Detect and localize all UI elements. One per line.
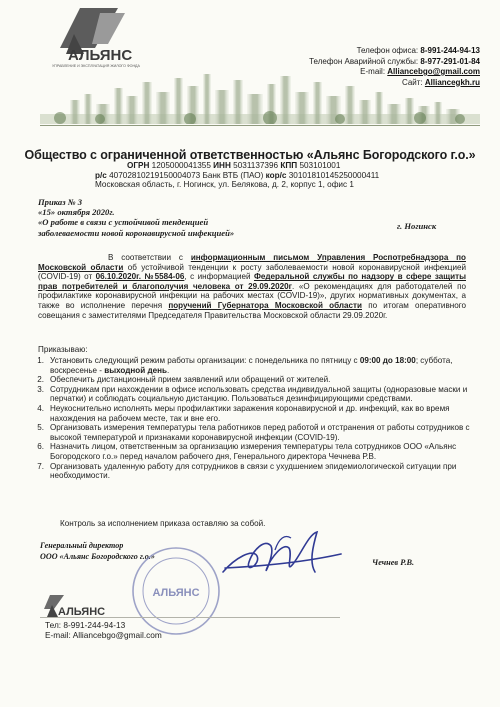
- email-line: E-mail: Alliancebgo@gmail.com: [360, 67, 480, 76]
- organization-title: Общество с ограниченной ответственностью «Альянс Богородского г.о.»: [24, 148, 476, 162]
- handwritten-signature: [205, 528, 345, 588]
- city-skyline-image: [40, 74, 480, 124]
- header-divider: [40, 125, 480, 126]
- footer-phone: Тел: 8-991-244-94-13: [45, 620, 126, 630]
- company-logo: [40, 8, 190, 68]
- list-item: 2. Обеспечить дистанционный прием заявлений или обращений от жителей.: [37, 375, 331, 385]
- order-preamble: В соответствии с информационным письмом Управления Роспотребнадзора по Московской области об устойчивой тенденции к росту заболеваемости новой коронавирусной инфекцией (COVID-19) от 06.10.2020г. №5584-06, с информацией Федеральной службы по надзору в сфере защиты прав потребителей и благополучия человека от 29.09.2020г. «О рекомендациях для работодателей по профилактике коронавирусной инфекции на рабочих местах (COVID-19)», других нормативных документах, а также во исполнение перечня поручений Губернатора Московской области по итогам оперативного совещания с заместителями Председателя Правительства Московской области 29.09.2020г.: [38, 253, 467, 320]
- organization-requisites: ОГРН 1205000041355 ИНН 5031137396 КПП 503101001 р/с 40702810219150004073 Банк ВТБ (ПАО) кор/с 30101810145250000411 Московская область, г. Ногинск, ул. Белякова, д. 2, корпус 1, офис 1: [95, 161, 380, 190]
- logo-name: АЛЬЯНС: [68, 47, 133, 64]
- order-subject-1: «О работе в связи с устойчивой тенденцией: [38, 217, 209, 228]
- site-line: Сайт: Alliancegkh.ru: [401, 77, 480, 87]
- signatory-name: Чечнев Р.В.: [372, 558, 415, 567]
- footer-logo-name: АЛЬЯНС: [58, 606, 106, 617]
- order-subject-2: заболеваемости новой коронавирусной инфекцией»: [38, 227, 235, 238]
- email-link[interactable]: Alliancebgo@gmail.com: [387, 67, 480, 76]
- list-item: 7. Организовать удаленную работу для сотрудников в связи с ухудшением эпидемиологической ситуации при необходимости.: [37, 461, 457, 481]
- stamp-text: АЛЬЯНС: [152, 587, 200, 599]
- list-item: 1. Установить следующий режим работы организации: с понедельника по пятницу с 09:00 до 18:00; суббота, воскресенье - выходной день.: [37, 356, 453, 375]
- order-city: г. Ногинск: [397, 221, 437, 231]
- orders-list: [22, 356, 470, 481]
- list-item: 6. Назначить лицом, ответственным за организацию измерения температуры тела сотрудников ООО «Альянс Богородского г.о.» перед началом рабочего дня, Генерального директора Чечнева Р.В.: [37, 442, 457, 461]
- order-number: Приказ № 3: [38, 197, 83, 207]
- footer-contacts: [45, 620, 162, 640]
- office-phone-line: Телефон офиса: 8-991-244-94-13: [356, 46, 480, 55]
- site-link[interactable]: Alliancegkh.ru: [424, 77, 480, 87]
- orders-intro: Приказываю:: [38, 345, 88, 354]
- footer-email: E-mail: Alliancebgo@gmail.com: [45, 630, 162, 640]
- list-item: 3. Сотрудникам при нахождении в офисе использовать средства индивидуальной защиты (одноразовые маски и перчатки) и соблюдать социальную дистанцию. Пользоваться дезинфицирующими средствами.: [37, 384, 468, 404]
- logo-tagline: УПРАВЛЕНИЕ И ЭКСПЛУАТАЦИЯ ЖИЛОГО ФОНДА: [52, 64, 140, 68]
- footer-divider: [40, 617, 340, 618]
- signatory-role: Генеральный директор ООО «Альянс Богородского г.о.»: [40, 541, 155, 561]
- footer-email-link[interactable]: Alliancebgo@gmail.com: [72, 630, 162, 640]
- control-statement: Контроль за исполнением приказа оставляю за собой.: [60, 519, 266, 528]
- footer-logo: [42, 595, 142, 617]
- list-item: 4. Неукоснительно исполнять меры профилактики заражения коронавирусной и др. инфекций, как во время нахождения на рабочем месте, так и вне его.: [37, 403, 450, 423]
- list-item: 5. Организовать измерения температуры тела работников перед работой и отстранения от работы сотрудников с высокой температурой и признаками коронавирусной инфекции (COVID-19).: [37, 423, 470, 442]
- order-heading: [38, 197, 298, 238]
- emergency-phone-line: Телефон Аварийной службы: 8-977-291-01-84: [309, 56, 480, 66]
- organization-address: Московская область, г. Ногинск, ул. Белякова, д. 2, корпус 1, офис 1: [95, 180, 354, 190]
- order-date: «15» октября 2020г.: [38, 207, 115, 218]
